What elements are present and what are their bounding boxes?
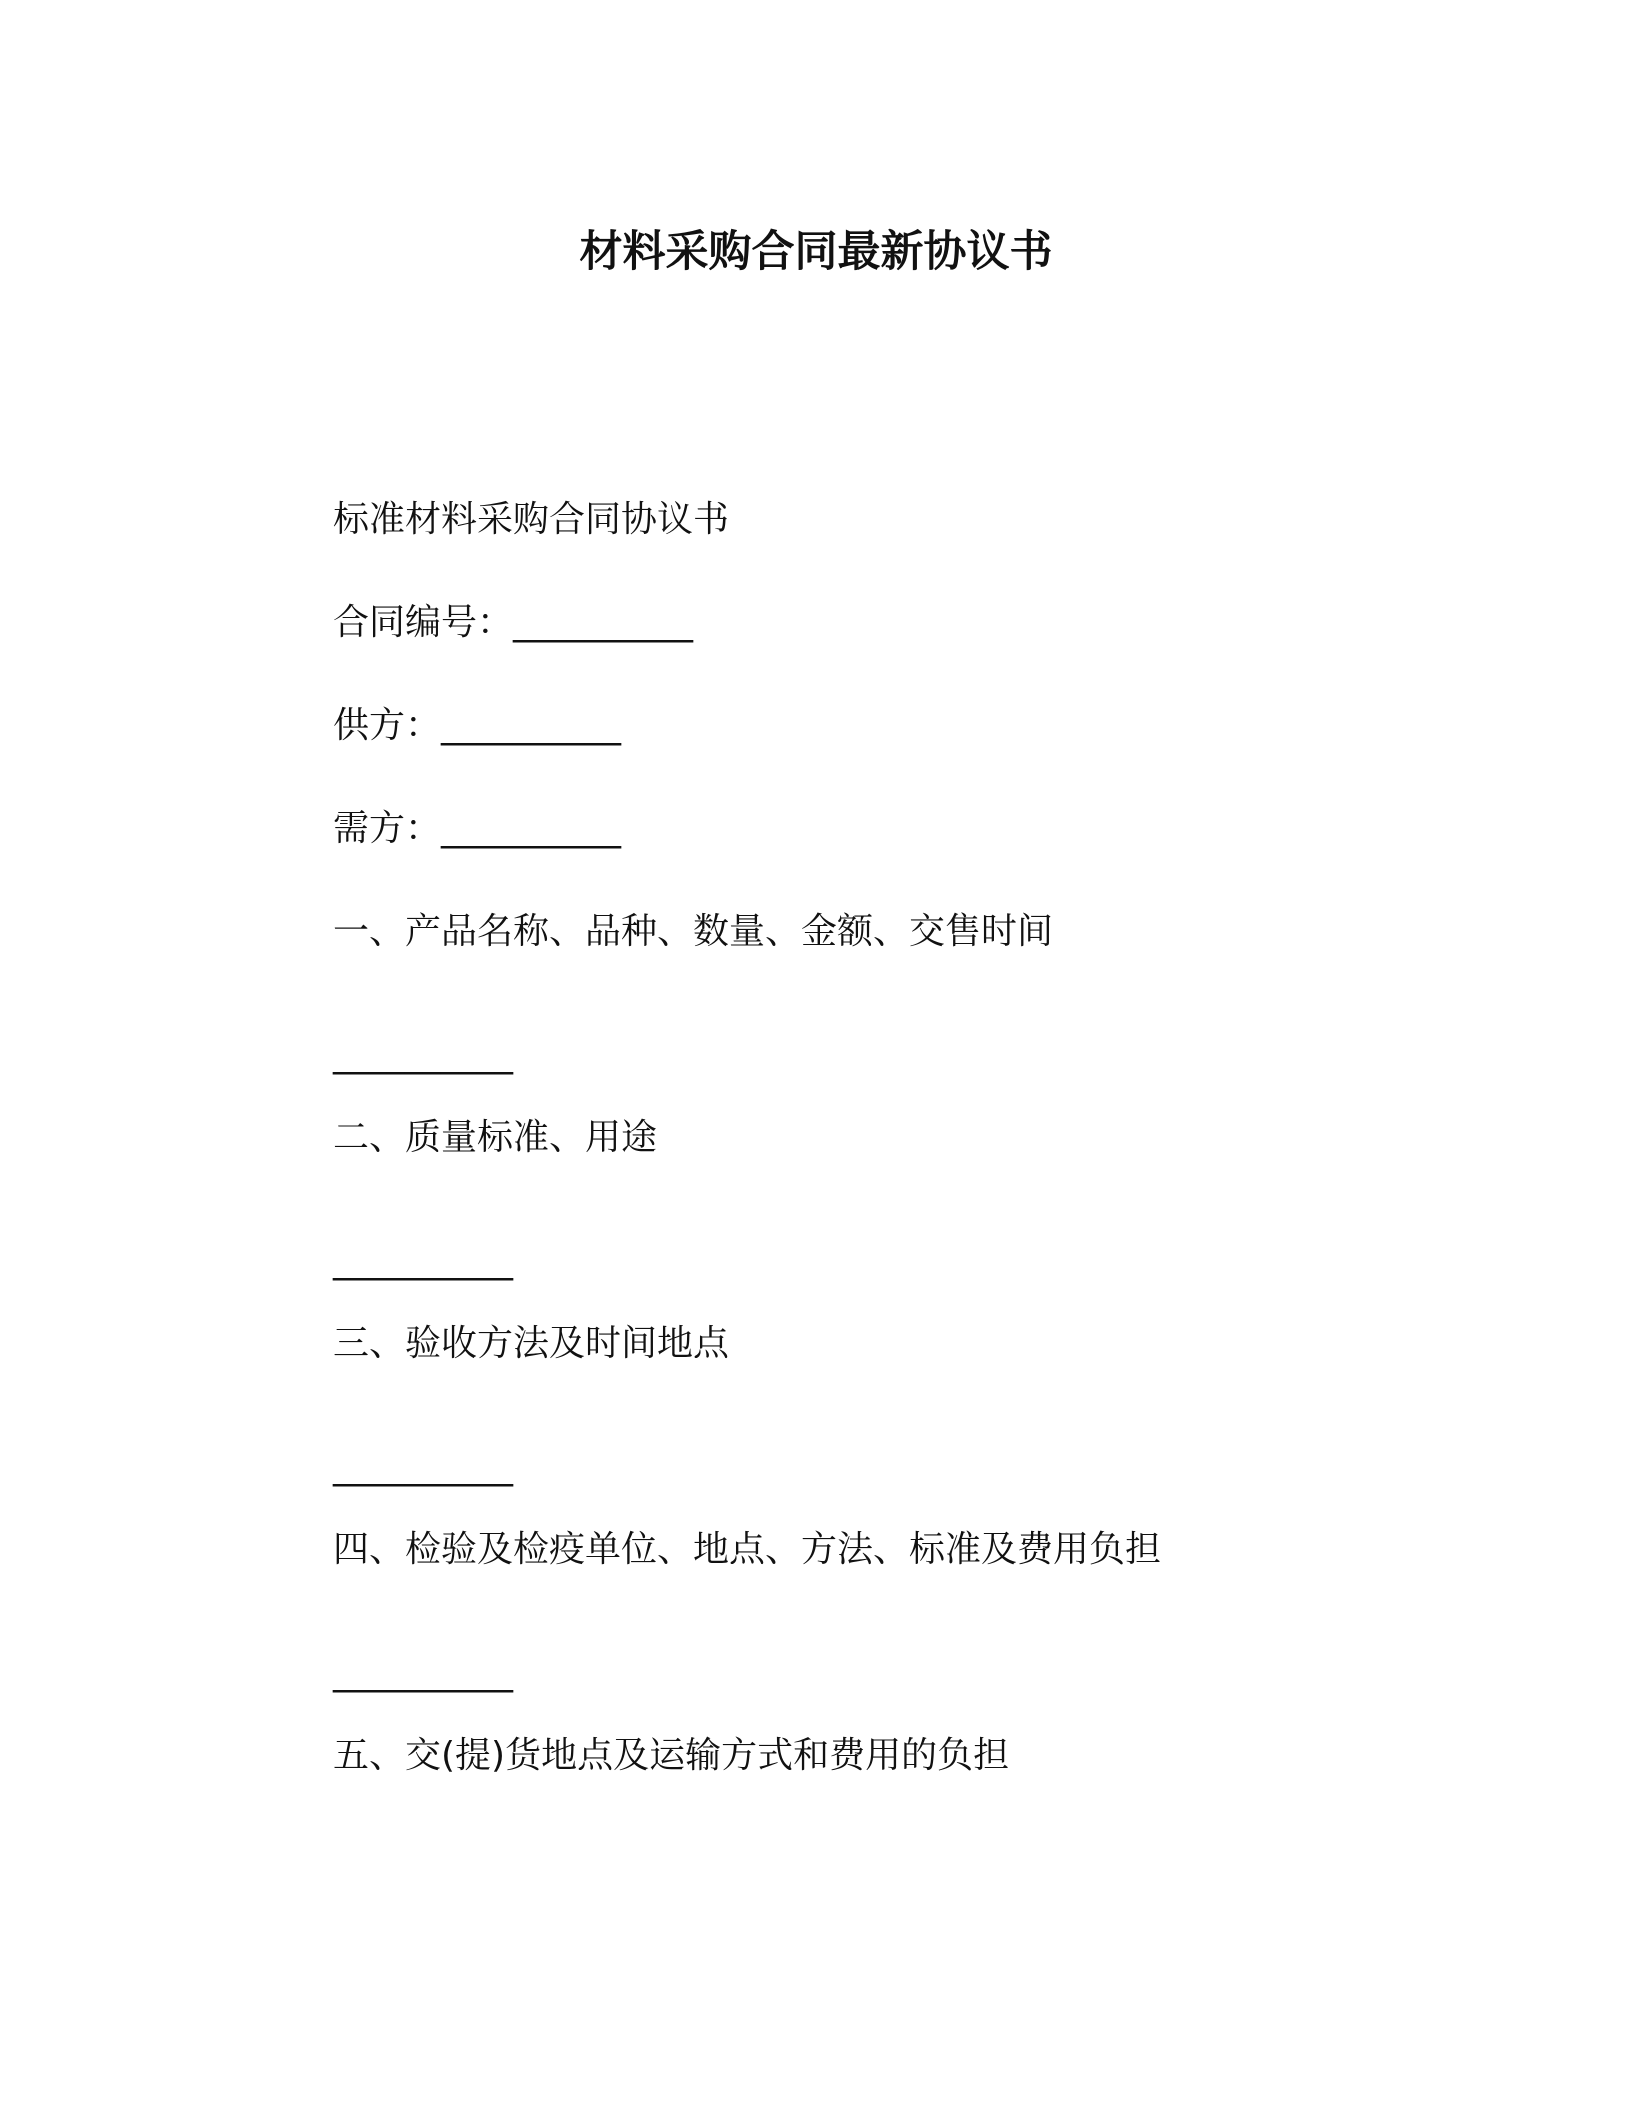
- section-5-heading: 五、交(提)货地点及运输方式和费用的负担: [333, 1735, 1010, 1776]
- section-1-blank: __________: [333, 1034, 513, 1075]
- section-2-blank: __________: [333, 1240, 513, 1281]
- buyer-line: 需方：__________: [333, 808, 622, 849]
- document-title: 材料采购合同最新协议书: [579, 227, 1053, 277]
- section-3-heading: 三、验收方法及时间地点: [333, 1323, 730, 1364]
- section-4-heading: 四、检验及检疫单位、地点、方法、标准及费用负担: [333, 1529, 1162, 1570]
- contract-number-line: 合同编号：__________: [333, 602, 694, 643]
- section-1-heading: 一、产品名称、品种、数量、金额、交售时间: [333, 911, 1054, 952]
- section-4-blank: __________: [333, 1652, 513, 1693]
- section-3-blank: __________: [333, 1446, 513, 1487]
- section-2-heading: 二、质量标准、用途: [333, 1117, 658, 1158]
- subtitle: 标准材料采购合同协议书: [333, 499, 730, 540]
- supplier-line: 供方：__________: [333, 705, 622, 746]
